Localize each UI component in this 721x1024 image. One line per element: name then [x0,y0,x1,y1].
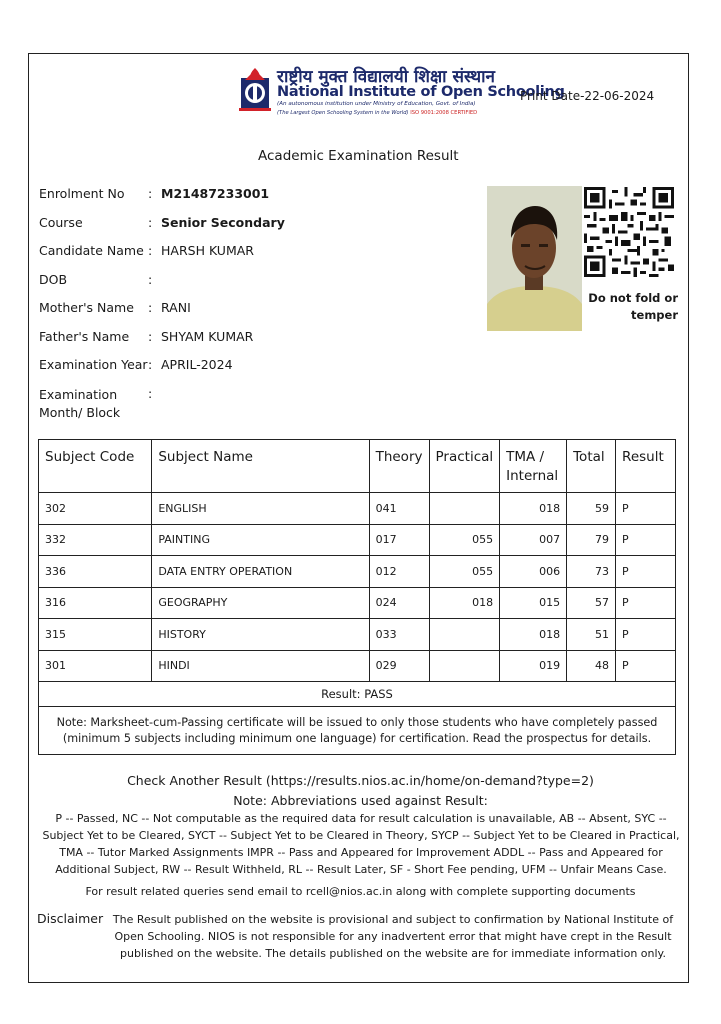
total-marks: 57 [567,587,616,619]
results-table [38,439,676,755]
check-another-result [0,773,721,788]
abbreviations-text: P -- Passed, NC -- Not computable as the required data for result calculation is unavailable, AB -- Absent, SYC -- Subject Yet to be Cleared, SYCT -- Subject Yet to be Cleared in Theory, SYCP -- Subject Yet to be Cleared in Practical, TMA -- Tutor Marked Assignments IMPR -- Pass and Appeared for Improvement ADDL -- Pass and Appeared for Additional Subject, RW -- Result Withheld, RL -- Result Later, SF - Short Fee pending, UFM -- Unfair Means Case. [42,812,680,876]
subject-name: ENGLISH [152,493,369,525]
theory-marks: 029 [369,650,429,682]
table-row [39,493,676,525]
subject-result: P [616,524,676,556]
practical-marks: 018 [429,587,500,619]
subject-result: P [616,619,676,651]
practical-marks [429,619,500,651]
table-row [39,556,676,588]
overall-result-row [39,682,676,707]
tma-marks: 019 [500,650,567,682]
subject-result: P [616,493,676,525]
table-row [39,619,676,651]
subject-result: P [616,650,676,682]
institute-name: National Institute of Open Schooling [277,84,565,100]
subject-code: 301 [39,650,152,682]
subject-code: 316 [39,587,152,619]
institute-hindi-name: राष्ट्रीय मुक्त विद्यालयी शिक्षा संस्थान [277,67,495,87]
theory-marks: 041 [369,493,429,525]
queries-notice: For result related queries send email to rcell@nios.ac.in along with complete supporting documents [85,885,636,898]
institute-subtitle: (An autonomous institution under Ministry of Education, Govt. of India) [277,101,476,107]
certificate-note: Note: Marksheet-cum-Passing certificate will be issued to only those students who have completely passed (minimum 5 subjects including minimum one language) for certification. Read the prospectus for details. [39,707,676,755]
subject-result: P [616,556,676,588]
subject-code: 302 [39,493,152,525]
practical-marks [429,493,500,525]
theory-marks: 024 [369,587,429,619]
mother-name-label: Mother's Name [39,300,134,315]
tma-marks: 007 [500,524,567,556]
tma-marks: 006 [500,556,567,588]
exam-year-label: Examination Year [39,357,148,372]
tma-marks: 018 [500,493,567,525]
disclaimer-text: The Result published on the website is provisional and subject to confirmation by National Institute of Open Schooling. NIOS is not responsible for any inadvertent error that might have crept in the Result published on the website. The details published on the website are for immediate information only. [112,913,674,960]
header-tma-internal: TMA / Internal [500,440,567,493]
exam-year-value: APRIL-2024 [161,357,233,372]
subject-code: 332 [39,524,152,556]
note-row [39,707,676,755]
total-marks: 73 [567,556,616,588]
mother-name-value: RANI [161,300,191,315]
header-result: Result [616,440,676,493]
header-subject-name: Subject Name [152,440,369,493]
subject-result: P [616,587,676,619]
check-another-url: (https://results.nios.ac.in/home/on-demand?type=2) [265,773,594,788]
theory-marks: 033 [369,619,429,651]
tma-marks: 015 [500,587,567,619]
father-name-label: Father's Name [39,329,130,344]
document-title: Academic Examination Result [258,148,459,164]
candidate-photo [487,186,582,331]
subject-code: 315 [39,619,152,651]
total-marks: 48 [567,650,616,682]
table-header-row [39,440,676,493]
table-row [39,587,676,619]
enrolment-label: Enrolment No [39,186,125,201]
table-row [39,524,676,556]
header-theory: Theory [369,440,429,493]
theory-marks: 017 [369,524,429,556]
header-practical: Practical [429,440,500,493]
subject-name: GEOGRAPHY [152,587,369,619]
father-name-value: SHYAM KUMAR [161,329,254,344]
print-date: Print Date-22-06-2024 [520,89,655,103]
institute-tagline: (The Largest Open Schooling System in the World) ISO 9001:2008 CERTIFIED [277,110,478,116]
disclaimer-label: Disclaimer [37,911,104,926]
total-marks: 59 [567,493,616,525]
subject-name: HINDI [152,650,369,682]
enrolment-value: M21487233001 [161,186,270,201]
qr-code [584,187,674,277]
subject-code: 336 [39,556,152,588]
do-not-fold-notice: Do not fold or temper [588,291,678,322]
total-marks: 79 [567,524,616,556]
iso-certification: ISO 9001:2008 CERTIFIED [410,110,478,116]
header-total: Total [567,440,616,493]
overall-result: Result: PASS [39,682,676,707]
candidate-name-value: HARSH KUMAR [161,243,254,258]
course-label: Course [39,215,83,230]
nios-logo [237,66,273,114]
candidate-name-label: Candidate Name [39,243,144,258]
dob-label: DOB [39,272,68,287]
practical-marks: 055 [429,556,500,588]
subject-name: PAINTING [152,524,369,556]
subject-name: DATA ENTRY OPERATION [152,556,369,588]
subject-name: HISTORY [152,619,369,651]
practical-marks: 055 [429,524,500,556]
practical-marks [429,650,500,682]
tma-marks: 018 [500,619,567,651]
exam-month-label: Examination Month/ Block [39,387,121,420]
theory-marks: 012 [369,556,429,588]
abbreviations-heading: Note: Abbreviations used against Result: [233,793,488,808]
header-subject-code: Subject Code [39,440,152,493]
course-value: Senior Secondary [161,215,285,230]
total-marks: 51 [567,619,616,651]
check-another-label: Check Another Result [127,773,262,788]
table-row [39,650,676,682]
